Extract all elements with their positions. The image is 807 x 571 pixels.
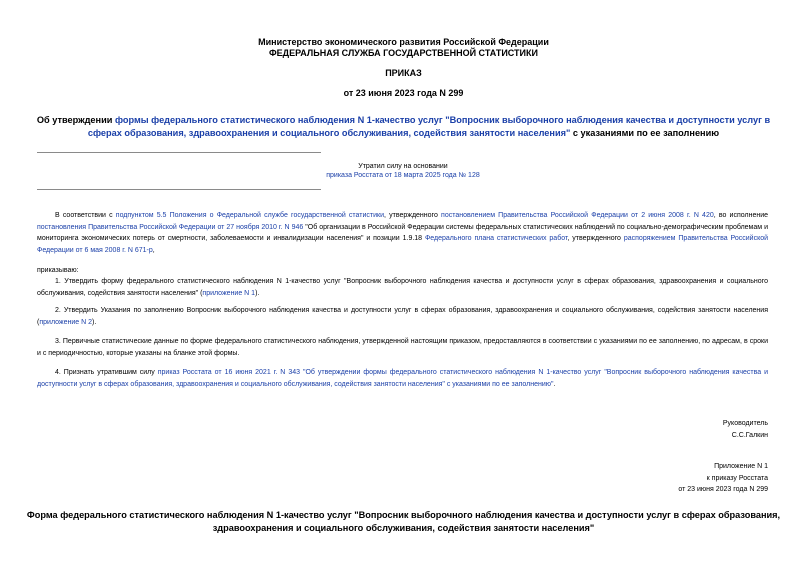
preamble-text: , утвержденного [384, 212, 442, 219]
repealed-order-link[interactable]: приказ Росстата от 16 июня 2021 г. N 343 "Об утверждении формы федерального статистического наблюдения N 1-качество услуг "Вопросник выборочного наблюдения качества и доступности услуг в сферах образования, здравоохранения и социального обслуживания, содействия занятости населения" с указаниями по ее заполнению" [37, 369, 768, 388]
preamble-text: В соответствии с [55, 212, 116, 219]
appendix-header [678, 461, 768, 496]
item-3-text: 3. Первичные статистические данные по форме федерального статистического наблюдения, утвержденной настоящим приказом, предоставляются в соответствии с указаниями по ее заполнению, по адресам, в сроки и с периодичностью, которые указаны на бланке этой формы. [37, 338, 768, 357]
preamble-text: "Об организации в Российской Федерации системы федеральных статистических наблюдений по социально-демографическим проблемам и мониторинга экономических потерь от смертности, заболеваемости и инвалидизации населения" [37, 223, 768, 242]
regulation-link[interactable]: подпунктом 5.5 Положения о Федеральной службе государственной статистики [115, 212, 385, 219]
appendix-1-link[interactable]: приложение N 1 [202, 289, 256, 297]
item-2 [37, 305, 768, 328]
orders-word: приказываю: [37, 267, 79, 274]
title-form-link[interactable]: формы федерального статистического наблюдения N 1-качество услуг "Вопросник выборочного наблюдения качества и доступности услуг в сферах образования, здравоохранения и социального обслуживания, содействия занятости населения" [87, 115, 771, 138]
lost-force-note [300, 163, 506, 179]
doc-type: ПРИКАЗ [385, 68, 422, 78]
divider-top [37, 152, 321, 153]
title-prefix: Об утверждении [36, 115, 115, 125]
form-title: Форма федерального статистического наблюдения N 1-качество услуг "Вопросник выборочного наблюдения качества и доступности услуг в сферах образования, здравоохранения и социального обслуживания, содействия занятости населения" [26, 510, 781, 533]
item-1-text: 1. Утвердить форму федерального статистического наблюдения N 1-качество услуг "Вопросник выборочного наблюдения качества и доступности услуг в сферах образования, здравоохранения и социального обслуживания, содействия занятости населения" ( [37, 278, 768, 297]
preamble-paragraph [37, 210, 768, 256]
divider-bottom [37, 189, 321, 190]
item-4-end: . [553, 380, 556, 388]
order-date-number: от 23 июня 2023 года N 299 [343, 88, 464, 98]
order-671r-link[interactable]: распоряжением Правительства Российской Федерации от 6 мая 2008 г. N 671-р [37, 235, 769, 254]
appendix-date: от 23 июня 2023 года N 299 [678, 486, 768, 493]
title-suffix: с указаниями по ее заполнению [570, 127, 720, 138]
item-1 [37, 276, 768, 299]
signer-name: С.С.Галкин [731, 431, 768, 439]
service-name: ФЕДЕРАЛЬНАЯ СЛУЖБА ГОСУДАРСТВЕННОЙ СТАТИСТИКИ [269, 48, 538, 58]
resolution-946-link[interactable]: постановления Правительства Российской Федерации от 27 ноября 2010 г. N 946 [37, 223, 304, 231]
appendix-label: Приложение N 1 [714, 463, 768, 470]
signer-role: Руководитель [722, 420, 768, 427]
order-title [28, 114, 779, 139]
preamble-text: и позиции 1.9.18 [363, 235, 425, 242]
item-2-text: 2. Утвердить Указания по заполнению Вопросник выборочного наблюдения качества и доступности услуг в сферах образования, здравоохранения и социального обслуживания, содействия занятости населения ( [37, 307, 768, 326]
ministry-name: Министерство экономического развития Российской Федерации [258, 37, 549, 47]
resolution-420-link[interactable]: постановлением Правительства Российской Федерации от 2 июня 2008 г. N 420 [441, 212, 714, 219]
preamble-text: , [152, 246, 155, 254]
lost-force-text: Утратил силу на основании [358, 163, 448, 170]
appendix-to-order: к приказу Росстата [706, 474, 768, 482]
appendix-2-link[interactable]: приложение N 2 [39, 318, 92, 326]
item-4 [37, 367, 768, 390]
preamble-text: , утвержденного [567, 235, 624, 242]
item-4-text: 4. Признать утратившим силу [55, 369, 158, 376]
item-2-end: ). [92, 318, 97, 326]
federal-plan-link[interactable]: Федерального плана статистических работ [424, 235, 568, 242]
item-3 [37, 336, 768, 359]
signature-block [723, 418, 768, 441]
item-1-end: ). [255, 289, 260, 297]
preamble-text: , во исполнение [713, 212, 769, 219]
lost-force-link[interactable]: приказа Росстата от 18 марта 2025 года № 128 [326, 172, 480, 179]
